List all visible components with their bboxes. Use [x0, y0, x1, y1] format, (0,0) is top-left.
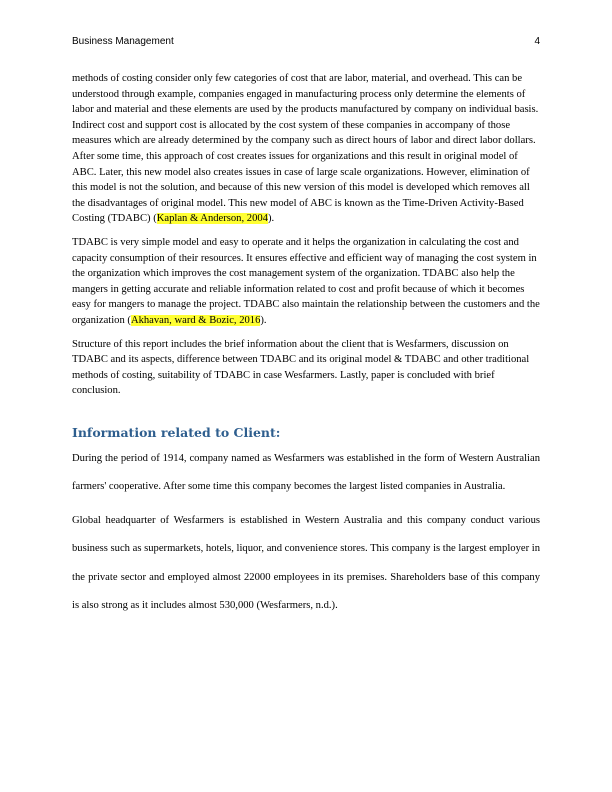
paragraph-2-end: ).	[260, 314, 267, 326]
header-title: Business Management	[72, 36, 174, 47]
document-body	[72, 71, 540, 621]
citation-highlight: Kaplan & Anderson, 2004	[156, 213, 268, 225]
paragraph-1	[72, 71, 540, 227]
client-paragraph-1: During the period of 1914, company named as Wesfarmers was established in the form of Western Australian farmers' cooperative. After some time this company becomes the largest listed companies in Australia.	[72, 452, 540, 493]
paragraph-1-end: ).	[267, 213, 275, 225]
paragraph-2-text: TDABC is very simple model and easy to operate and it helps the organization in calculating the cost and capacity consumption of their resources. It ensures effective and efficient way of managing the cost system in the organization which improves the cost management system of the organization. TDABC also help the mangers in getting accurate and reliable information related to cost and profit because of which it becomes easy for mangers to manage the project. TDABC also maintain the relationship between the customers and the organization (	[72, 236, 540, 326]
page-number: 4	[534, 36, 540, 47]
client-paragraph-2: Global headquarter of Wesfarmers is established in Western Australia and this company conduct various business such as supermarkets, hotels, liquor, and convenience stores. This company is the largest employer in the private sector and employed almost 22000 employees in its premises. Shareholders base of this company is also strong as it includes almost 530,000 (Wesfarmers, n.d.).	[72, 514, 540, 612]
paragraph-1-text: methods of costing consider only few categories of cost that are labor, material, and overhead. This can be understood through example, companies engaged in manufacturing process only determine the elements of labor and material and these elements are used by the products manufactured by company on individual basis. Indirect cost and support cost is allocated by the cost system of these companies in accompany of those measures which are already determined by the company such as direct hours of labor and direct labor dollars. After some time, this approach of cost creates issues for organizations and this result in original model of ABC. Later, this new model also creates issues in case of large scale organizations. However, elimination of this model is not the solution, and because of this new version of this model is developed which removes all the disadvantages of original model. This new model of ABC is known as the Time-Driven Activity-Based Costing (TDABC) (	[72, 73, 539, 225]
paragraph-3: Structure of this report includes the brief information about the client that is Wesfarmers, discussion on TDABC and its aspects, difference between TDABC and its original model & TDABC and other traditional methods of costing, suitability of TDABC in case Wesfarmers. Lastly, paper is concluded with brief conclusion.	[72, 338, 530, 397]
paragraph-2	[72, 235, 540, 329]
citation-highlight: Akhavan, ward & Bozic, 2016	[130, 314, 261, 326]
page-header	[72, 36, 540, 47]
section-heading: Information related to Client:	[72, 424, 281, 440]
